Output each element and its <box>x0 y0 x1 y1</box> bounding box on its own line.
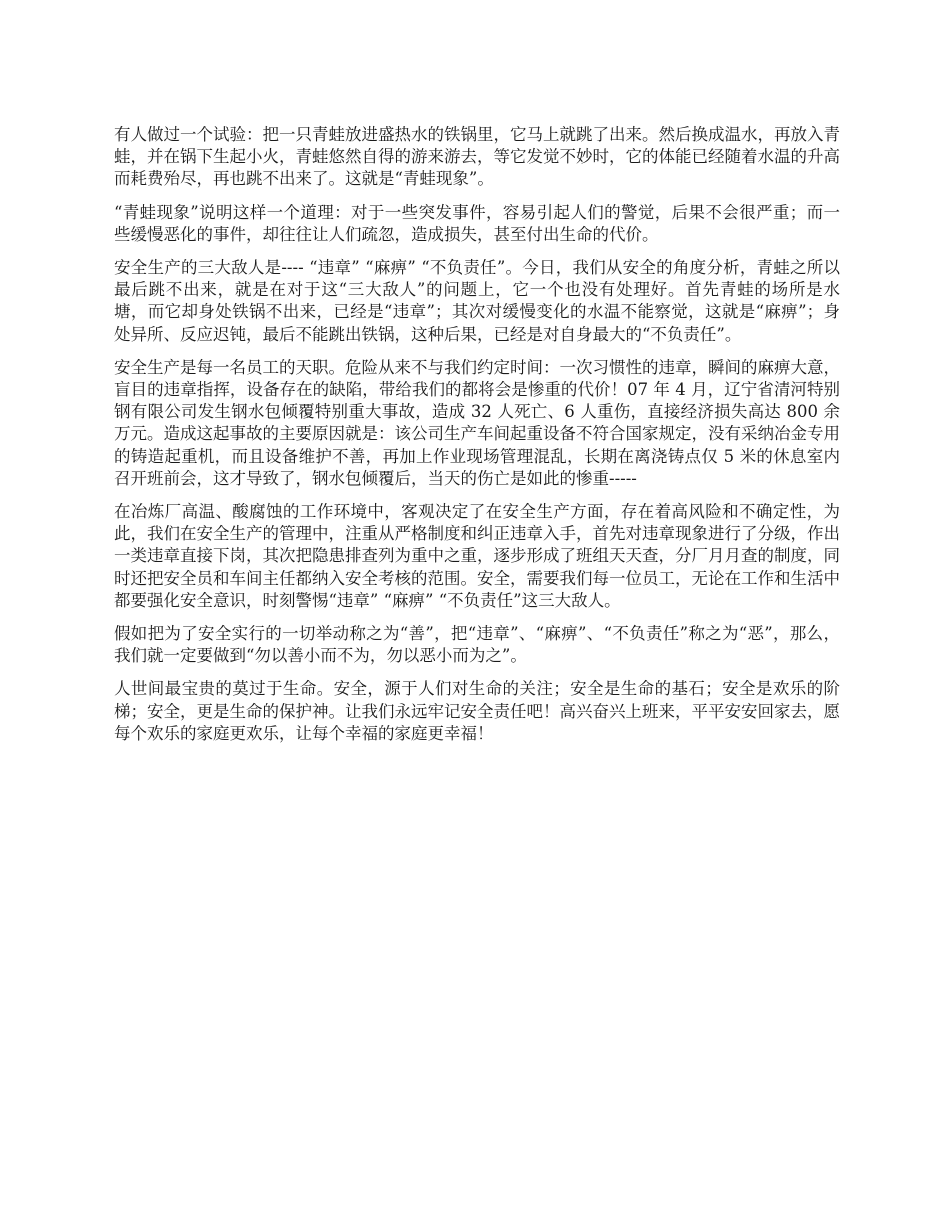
paragraph-frog-phenomenon: “青蛙现象”说明这样一个道理：对于一些突发事件，容易引起人们的警觉，后果不会很严重；而一些缓慢恶化的事件，却往往让人们疏忽，造成损失，甚至付出生命的代价。 <box>114 202 840 244</box>
paragraph-accident-case: 安全生产是每一名员工的天职。危险从来不与我们约定时间：一次习惯性的违章，瞬间的麻痹大意，盲目的违章指挥，设备存在的缺陷，带给我们的都将会是惨重的代价！07 年 4 月，辽宁省清河特别钢有限公司发生钢水包倾覆特别重大事故，造成 32 人死亡、6 人重伤，直接经济损失高达 800 余万元。造成这起事故的主要原因就是：该公司生产车间起重设备不符合国家规定，没有采纳冶金专用的铸造起重机，而且设备维护不善，再加上作业现场管理混乱，长期在离浇铸点仅 5 米的休息室内召开班前会，这才导致了，钢水包倾覆后，当天的伤亡是如此的惨重----- <box>114 357 840 488</box>
paragraph-conclusion: 人世间最宝贵的莫过于生命。安全，源于人们对生命的关注；安全是生命的基石；安全是欢乐的阶梯；安全，更是生命的保护神。让我们永远牢记安全责任吧！高兴奋兴上班来，平平安安回家去，愿每个欢乐的家庭更欢乐，让每个幸福的家庭更幸福！ <box>114 679 840 743</box>
paragraph-good-and-evil: 假如把为了安全实行的一切举动称之为“善”，把“违章”、“麻痹”、“不负责任”称之为“恶”，那么，我们就一定要做到“勿以善小而不为，勿以恶小而为之”。 <box>114 624 840 666</box>
document-body <box>114 124 840 756</box>
paragraph-frog-experiment: 有人做过一个试验：把一只青蛙放进盛热水的铁锅里，它马上就跳了出来。然后换成温水，再放入青蛙，并在锅下生起小火，青蛙悠然自得的游来游去，等它发觉不妙时，它的体能已经随着水温的升高而耗费殆尽，再也跳不出来了。这就是“青蛙现象”。 <box>114 125 840 189</box>
paragraph-smelter-management: 在冶炼厂高温、酸腐蚀的工作环境中，客观决定了在安全生产方面，存在着高风险和不确定性，为此，我们在安全生产的管理中，注重从严格制度和纠正违章入手，首先对违章现象进行了分级，作出一类违章直接下岗，其次把隐患排查列为重中之重，逐步形成了班组天天查，分厂月月查的制度，同时还把安全员和车间主任都纳入安全考核的范围。安全，需要我们每一位员工，无论在工作和生活中都要强化安全意识，时刻警惕“违章” “麻痹” “不负责任”这三大敌人。 <box>114 502 840 610</box>
paragraph-three-enemies: 安全生产的三大敌人是---- “违章” “麻痹” “不负责任”。今日，我们从安全的角度分析，青蛙之所以最后跳不出来，就是在对于这“三大敌人”的问题上，它一个也没有处理好。首先青蛙的场所是水塘，而它却身处铁锅不出来，已经是“违章”；其次对缓慢变化的水温不能察觉，这就是“麻痹”；身处异所、反应迟钝，最后不能跳出铁锅，这种后果，已经是对自身最大的“不负责任”。 <box>114 258 840 344</box>
